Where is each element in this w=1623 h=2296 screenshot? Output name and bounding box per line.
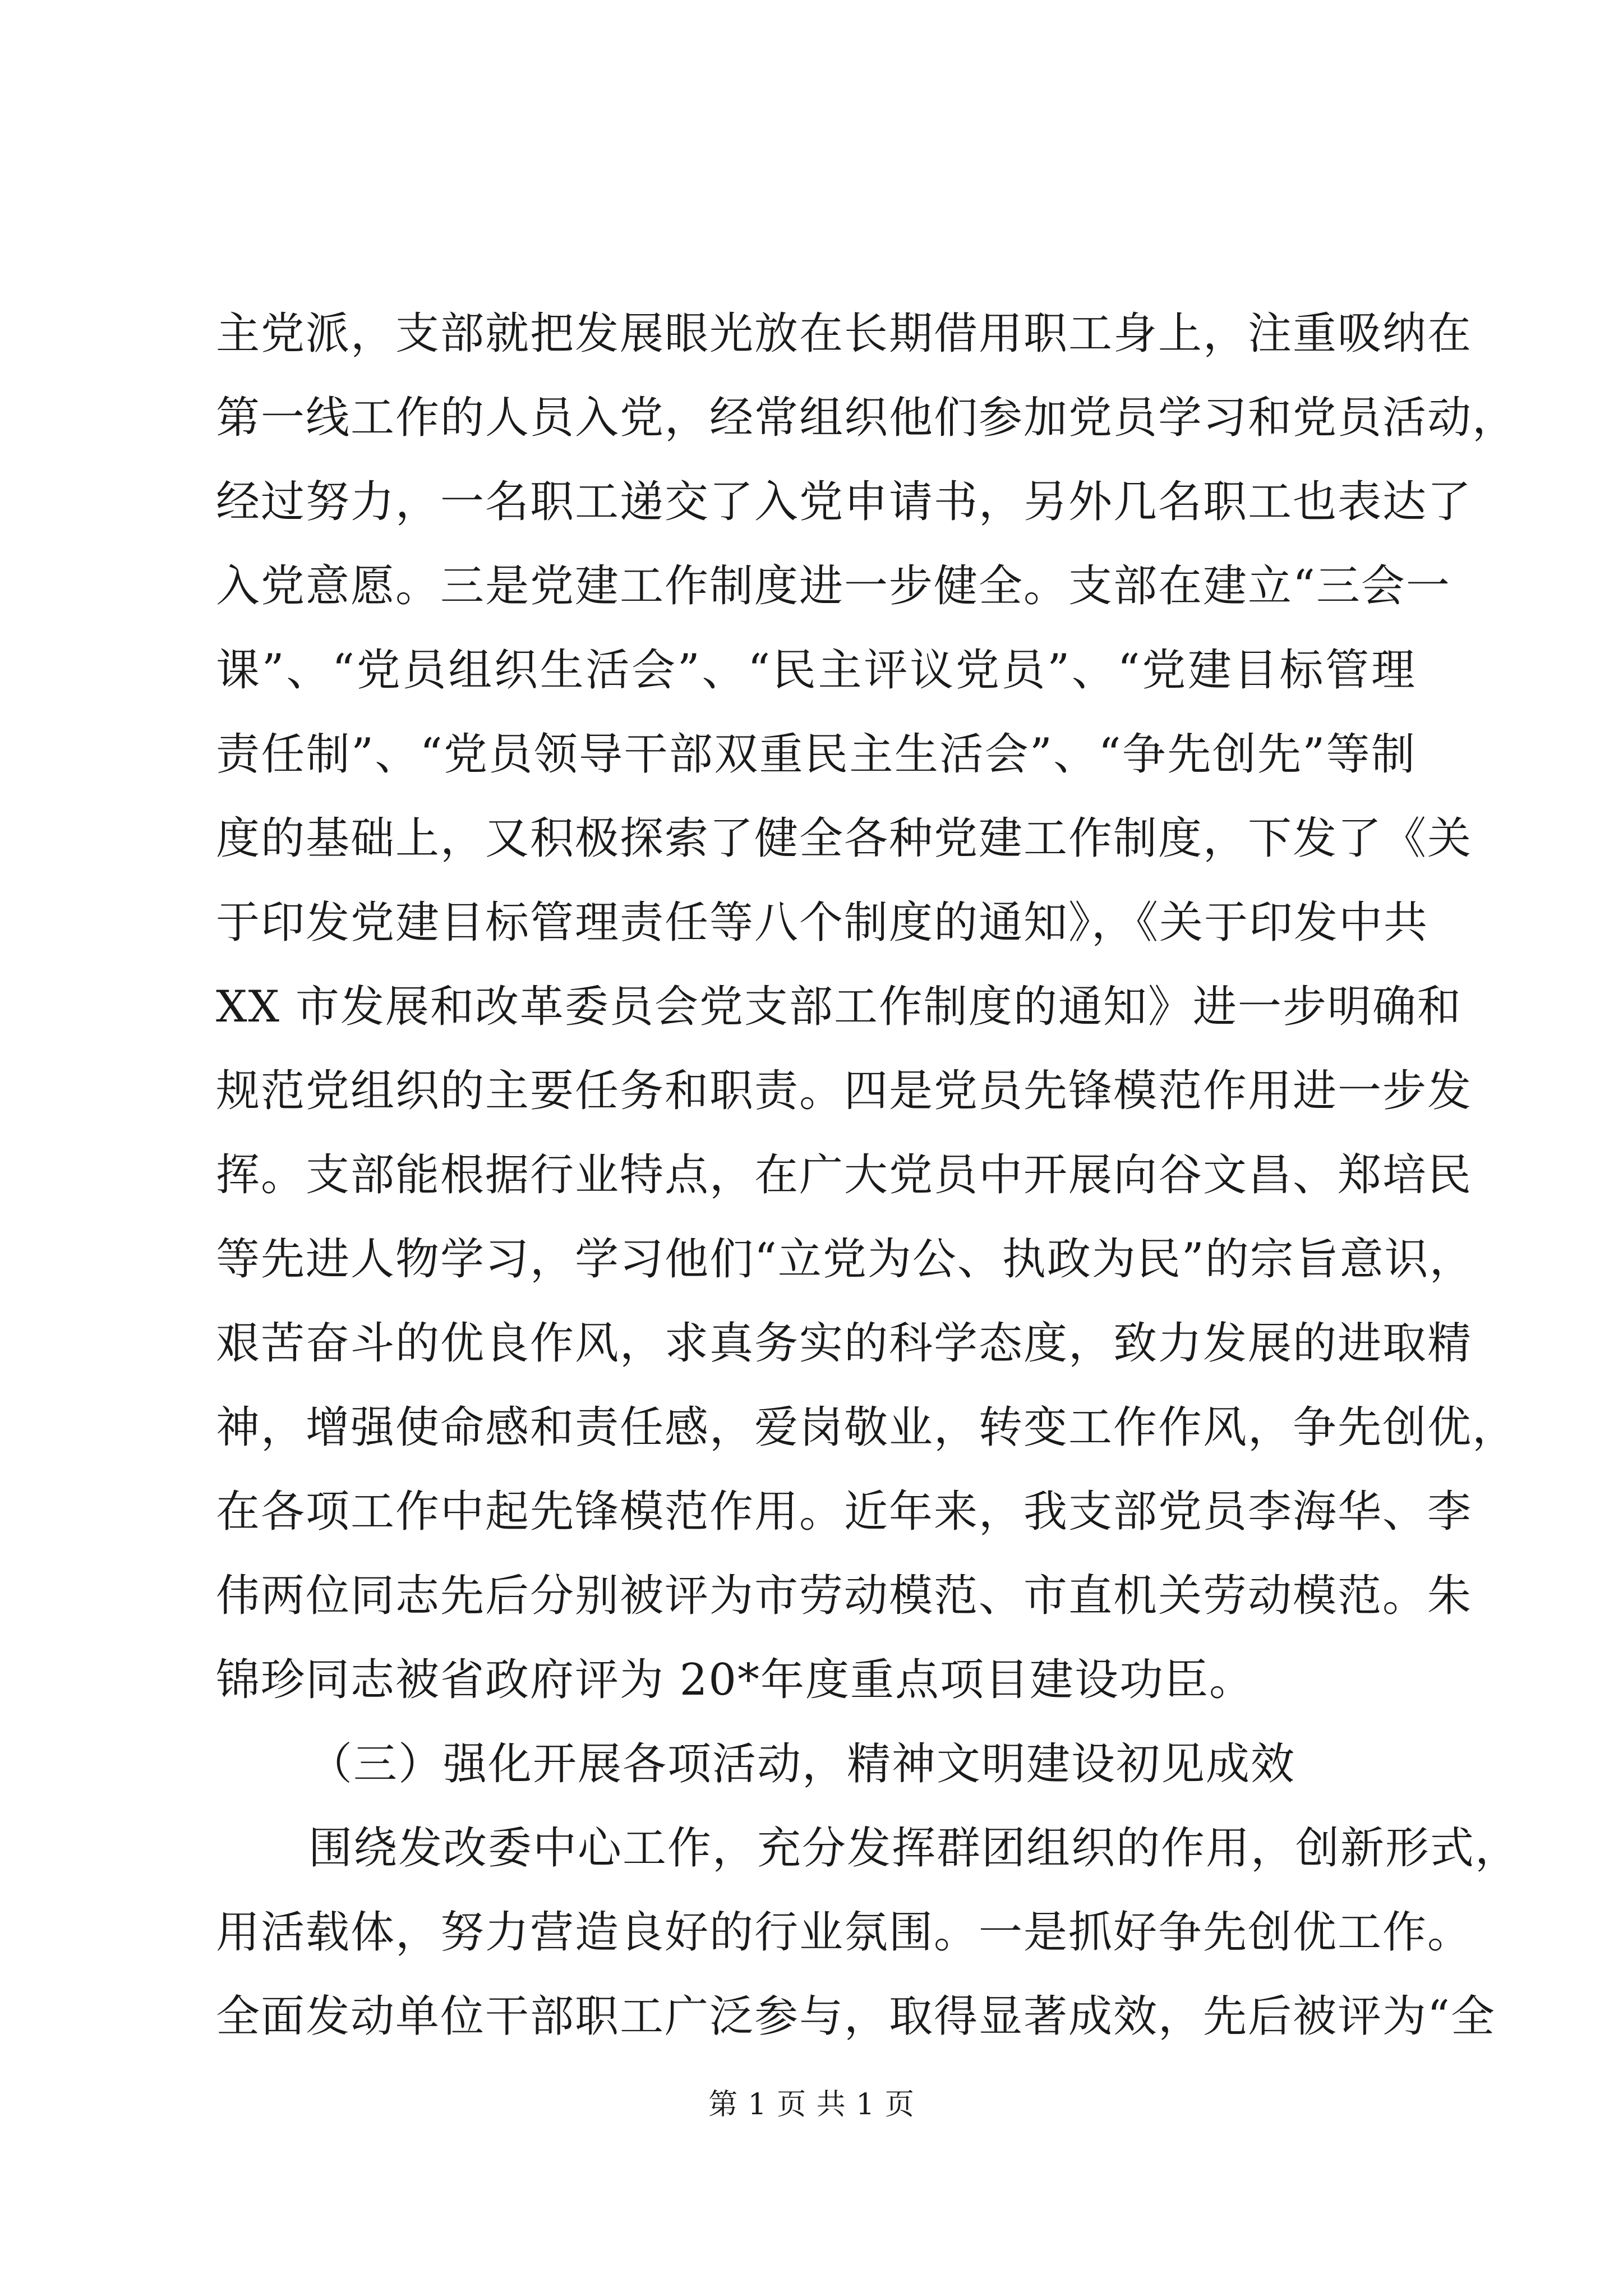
section-heading: （三）强化开展各项活动，精神文明建设初见成效 xyxy=(308,1739,1296,1789)
page-footer: 第 1 页 共 1 页 xyxy=(708,2088,915,2122)
text-line: 挥。支部能根据行业特点，在广大党员中开展向谷文昌、郑培民 xyxy=(216,1150,1473,1200)
text-line: 课”、“党员组织生活会”、“民主评议党员”、“党建目标管理 xyxy=(216,645,1416,696)
text-line: 围绕发改委中心工作，充分发挥群团组织的作用，创新形式， xyxy=(308,1823,1520,1874)
text-line: 锦珍同志被省政府评为 20*年度重点项目建设功臣。 xyxy=(216,1655,1255,1705)
text-line: 度的基础上，又积极探索了健全各种党建工作制度，下发了《关 xyxy=(216,813,1473,864)
document-body xyxy=(216,292,1520,2059)
text-line: 等先进人物学习，学习他们“立党为公、执政为民”的宗旨意识， xyxy=(216,1234,1474,1285)
text-line: 入党意愿。三是党建工作制度进一步健全。支部在建立“三会一 xyxy=(216,561,1451,611)
text-line: 经过努力，一名职工递交了入党申请书，另外几名职工也表达了 xyxy=(216,477,1473,527)
text-line: 在各项工作中起先锋模范作用。近年来，我支部党员李海华、李 xyxy=(216,1487,1473,1537)
text-line: 责任制”、“党员领导干部双重民主生活会”、“争先创先”等制 xyxy=(216,729,1416,780)
text-line: 伟两位同志先后分别被评为市劳动模范、市直机关劳动模范。朱 xyxy=(216,1571,1473,1621)
text-line: 第一线工作的人员入党，经常组织他们参加党员学习和党员活动， xyxy=(216,393,1518,443)
text-line: 用活载体，努力营造良好的行业氛围。一是抓好争先创优工作。 xyxy=(216,1907,1473,1958)
text-line: 全面发动单位干部职工广泛参与，取得显著成效，先后被评为“全 xyxy=(216,1991,1496,2042)
text-line: XX 市发展和改革委员会党支部工作制度的通知》进一步明确和 xyxy=(216,982,1462,1032)
text-line: 于印发党建目标管理责任等八个制度的通知》，《关于印发中共 xyxy=(216,898,1429,948)
text-line: 主党派，支部就把发展眼光放在长期借用职工身上，注重吸纳在 xyxy=(216,309,1473,359)
text-line: 规范党组织的主要任务和职责。四是党员先锋模范作用进一步发 xyxy=(216,1066,1473,1116)
text-line: 艰苦奋斗的优良作风，求真务实的科学态度，致力发展的进取精 xyxy=(216,1318,1473,1369)
text-line: 神，增强使命感和责任感，爱岗敬业，转变工作作风，争先创优， xyxy=(216,1402,1518,1453)
